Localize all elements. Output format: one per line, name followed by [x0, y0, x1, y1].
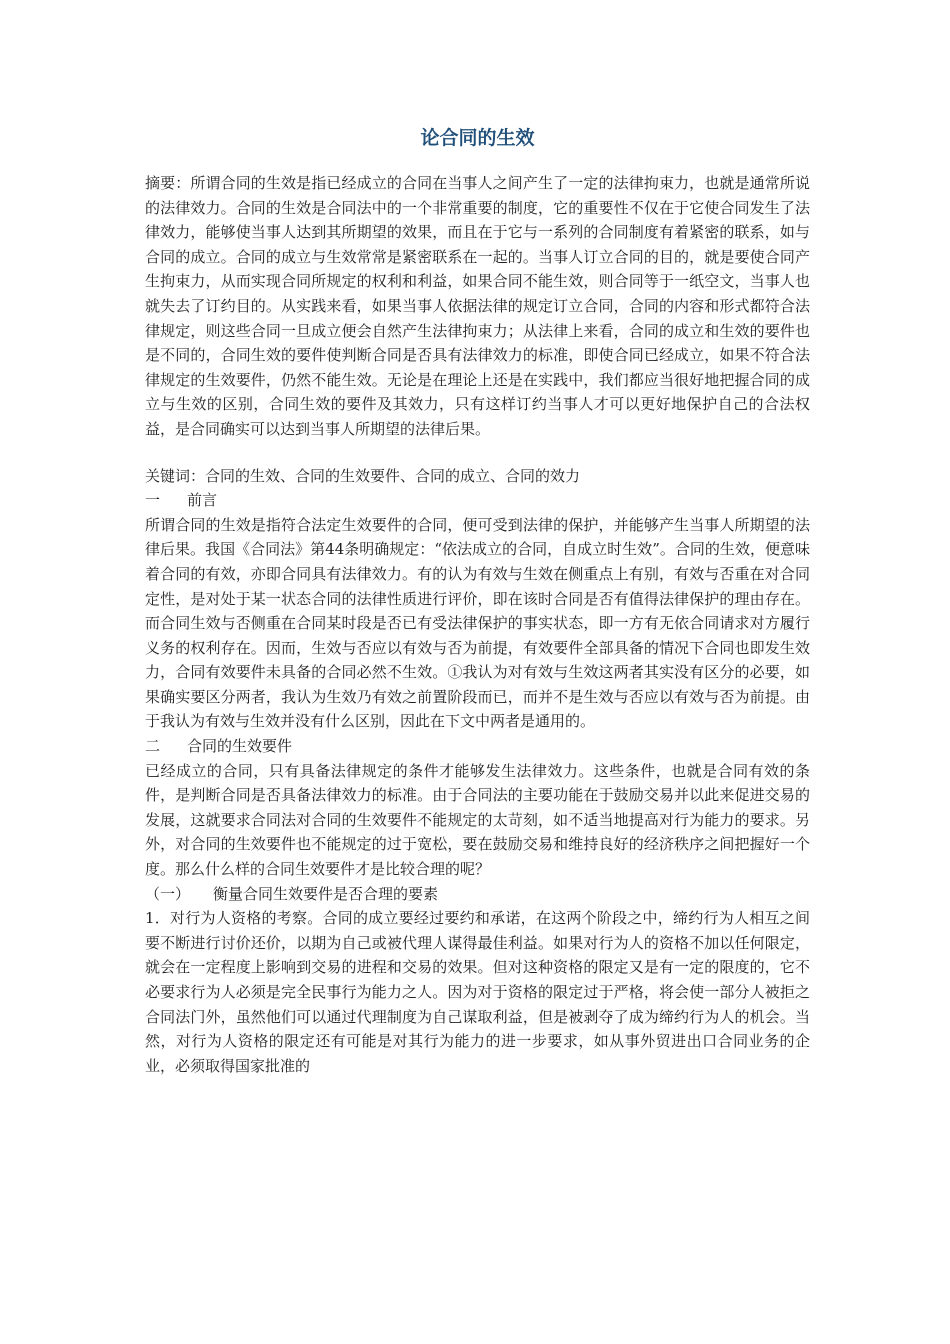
section-heading-preface	[145, 488, 810, 513]
item-1-paragraph: 1．对行为人资格的考察。合同的成立要经过要约和承诺，在这两个阶段之中，缔约行为人相互之间要不断进行讨价还价，以期为自己或被代理人谋得最佳利益。如果对行为人的资格不加以任何限定，就会在一定程度上影响到交易的进程和交易的效果。但对这种资格的限定又是有一定的限度的，它不必要求行为人必须是完全民事行为能力之人。因为对于资格的限定过于严格，将会使一部分人被拒之合同法门外，虽然他们可以通过代理制度为自己谋取利益，但是被剥夺了成为缔约行为人的机会。当然，对行为人资格的限定还有可能是对其行为能力的进一步要求，如从事外贸进出口合同业务的企业，必须取得国家批准的	[145, 909, 810, 1075]
section-number: 一	[145, 491, 161, 510]
subsection-number: （一）	[145, 884, 191, 903]
preface-paragraph: 所谓合同的生效是指符合法定生效要件的合同，便可受到法律的保护，并能够产生当事人所期望的法律后果。我国《合同法》第44条明确规定：“依法成立的合同，自成立时生效”。合同的生效，便意味着合同的有效，亦即合同具有法律效力。有的认为有效与生效在侧重点上有别，有效与否重在对合同定性，是对处于某一状态合同的法律性质进行评价，即在该时合同是否有值得法律保护的理由存在。而合同生效与否侧重在合同某时段是否已有受法律保护的事实状态，即一方有无依合同请求对方履行义务的权利存在。因而，生效与否应以有效与否为前提，有效要件全部具备的情况下合同也即发生效力，合同有效要件未具备的合同必然不生效。①我认为对有效与生效这两者其实没有区分的必要，如果确实要区分两者，我认为生效乃有效之前置阶段而已，而并不是生效与否应以有效与否为前提。由于我认为有效与生效并没有什么区别，因此在下文中两者是通用的。	[145, 515, 810, 731]
section-title: 合同的生效要件	[187, 737, 293, 756]
section-heading-requirements	[145, 734, 810, 759]
requirements-paragraph: 已经成立的合同，只有具备法律规定的条件才能够发生法律效力。这些条件，也就是合同有效的条件，是判断合同是否具备法律效力的标准。由于合同法的主要功能在于鼓励交易并以此来促进交易的发展，这就要求合同法对合同的生效要件不能规定的太苛刻，如不适当地提高对行为能力的要求。另外，对合同的生效要件也不能规定的过于宽松，要在鼓励交易和维持良好的经济秩序之间把握好一个度。那么什么样的合同生效要件才是比较合理的呢？	[145, 761, 810, 879]
document-content	[145, 123, 810, 1078]
keywords-paragraph: 关键词：合同的生效、合同的生效要件、合同的成立、合同的效力	[145, 466, 581, 485]
section-title: 前言	[187, 491, 218, 510]
subsection-title: 衡量合同生效要件是否合理的要素	[213, 884, 439, 903]
abstract-paragraph: 摘要：所谓合同的生效是指已经成立的合同在当事人之间产生了一定的法律拘束力，也就是通常所说的法律效力。合同的生效是合同法中的一个非常重要的制度，它的重要性不仅在于它使合同发生了法律效力，能够使当事人达到其所期望的效果，而且在于它与一系列的合同制度有着紧密的联系，如与合同的成立。合同的成立与生效常常是紧密联系在一起的。当事人订立合同的目的，就是要使合同产生拘束力，从而实现合同所规定的权利和利益，如果合同不能生效，则合同等于一纸空文，当事人也就失去了订约目的。从实践来看，如果当事人依据法律的规定订立合同，合同的内容和形式都符合法律规定，则这些合同一旦成立便会自然产生法律拘束力；从法律上来看，合同的成立和生效的要件也是不同的，合同生效的要件使判断合同是否具有法律效力的标准，即使合同已经成立，如果不符合法律规定的生效要件，仍然不能生效。无论是在理论上还是在实践中，我们都应当很好地把握合同的成立与生效的区别，合同生效的要件及其效力，只有这样订约当事人才可以更好地保护自己的合法权益，是合同确实可以达到当事人所期望的法律后果。	[145, 174, 810, 438]
document-title: 论合同的生效	[420, 127, 535, 149]
section-number: 二	[145, 737, 161, 756]
subsection-heading	[145, 882, 810, 907]
